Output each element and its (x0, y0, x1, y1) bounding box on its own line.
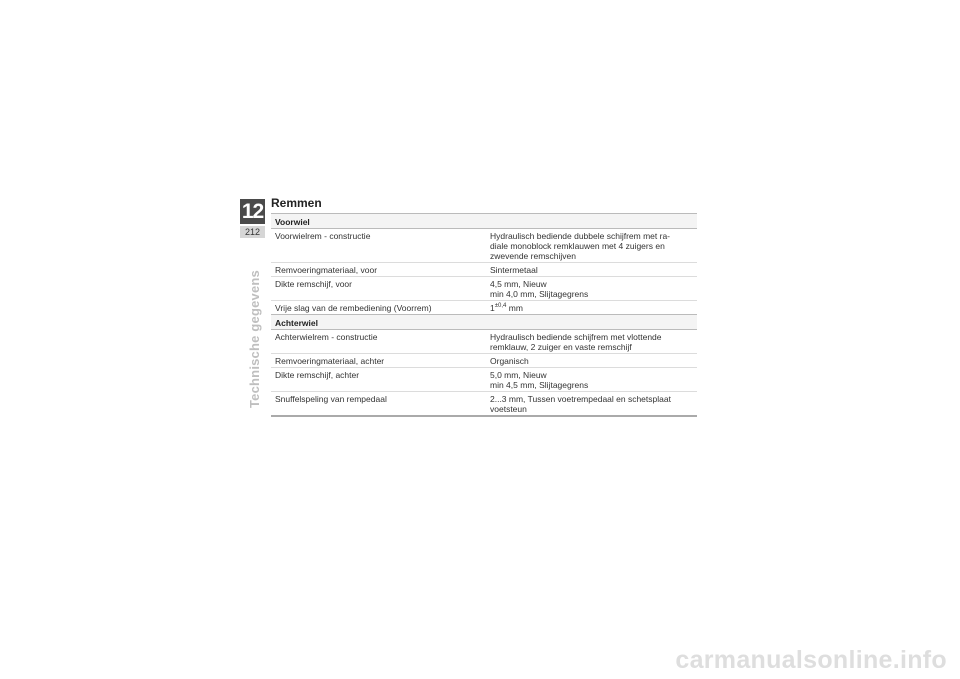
row-value (486, 263, 697, 276)
value-line: min 4,5 mm, Slijtagegrens (490, 380, 589, 390)
table-row (271, 263, 697, 277)
row-label: Dikte remschijf, voor (275, 279, 352, 289)
value-line: remklauw, 2 zuiger en vaste remschijf (490, 342, 632, 352)
table-row (271, 277, 697, 301)
table-row (271, 392, 697, 417)
row-label: Vrije slag van de rembediening (Voorrem) (275, 303, 432, 313)
chapter-side-title: Technische gegevens (247, 270, 262, 408)
value-line: diale monoblock remklauwen met 4 zuigers en (490, 241, 665, 251)
row-value (486, 368, 697, 391)
value-line: Hydraulisch bediende schijfrem met vlottende (490, 332, 662, 342)
value-line: Hydraulisch bediende dubbele schijfrem met ra- (490, 231, 671, 241)
value-line: zwevende remschijven (490, 251, 576, 261)
row-value (486, 229, 697, 262)
value-line: voetsteun (490, 404, 527, 414)
spec-table (271, 213, 697, 417)
value-line: Sintermetaal (490, 265, 538, 275)
page-number: 212 (240, 226, 265, 238)
group-heading-voorwiel: Voorwiel (271, 214, 697, 229)
row-label: Voorwielrem - constructie (275, 231, 371, 241)
row-label: Achterwielrem - constructie (275, 332, 378, 342)
row-value (486, 392, 697, 415)
row-label: Snuffelspeling van rempedaal (275, 394, 387, 404)
value-unit: mm (506, 303, 523, 313)
value-line: 5,0 mm, Nieuw (490, 370, 547, 380)
row-value (486, 301, 697, 314)
row-label: Dikte remschijf, achter (275, 370, 360, 380)
table-row (271, 330, 697, 354)
section-title: Remmen (271, 196, 322, 210)
value-line: Organisch (490, 356, 529, 366)
chapter-number: 12 (241, 200, 264, 223)
table-row (271, 301, 697, 315)
table-row (271, 354, 697, 368)
value-tolerance: ±0,4 (494, 303, 507, 309)
group-heading-achterwiel: Achterwiel (271, 315, 697, 330)
value-line: 4,5 mm, Nieuw (490, 279, 547, 289)
row-value (486, 354, 697, 367)
row-label: Remvoeringmateriaal, achter (275, 356, 385, 366)
value-line: 2...3 mm, Tussen voetrempedaal en schetsplaat (490, 394, 671, 404)
row-value (486, 330, 697, 353)
watermark: carmanualsonline.info (675, 646, 947, 674)
row-label: Remvoeringmateriaal, voor (275, 265, 378, 275)
table-row (271, 229, 697, 263)
row-value (486, 277, 697, 300)
value-line: min 4,0 mm, Slijtagegrens (490, 289, 589, 299)
value-base: 1 (490, 303, 495, 313)
table-row (271, 368, 697, 392)
